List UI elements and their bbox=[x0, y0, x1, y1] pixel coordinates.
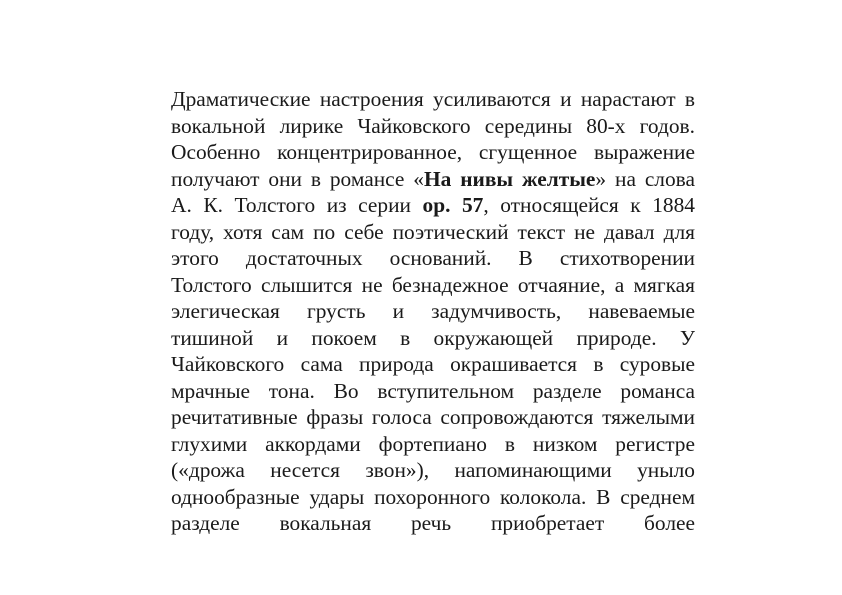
text-line bbox=[171, 166, 695, 193]
text-line: году, хотя сам по себе поэтический текст не давал для bbox=[171, 219, 695, 244]
text-line: элегическая грусть и задумчивость, навеваемые bbox=[171, 299, 695, 323]
text-line bbox=[171, 192, 695, 219]
text-run: А. К. Толстого из серии bbox=[171, 193, 423, 217]
text-line: («дрожа несется звон»), напоминающими уныло bbox=[171, 458, 695, 482]
text-line: Чайковского сама природа окрашивается в суровые bbox=[171, 352, 695, 376]
text-line: мрачные тона. Во вступительном разделе романса bbox=[171, 378, 695, 403]
opus-number: op. 57 bbox=[422, 193, 484, 217]
text-run: , относящейся к 1884 bbox=[483, 193, 695, 217]
text-run: получают они в романсе « bbox=[171, 166, 424, 191]
text-line: Особенно концентрированное, сгущенное выражение bbox=[171, 140, 695, 164]
text-line: этого достаточных оснований. В стихотворении bbox=[171, 246, 695, 270]
romance-title: На нивы желтые bbox=[424, 166, 596, 191]
text-line: глухими аккордами фортепиано в низком регистре bbox=[171, 431, 695, 456]
body-paragraph bbox=[171, 86, 695, 537]
text-run: » на слова bbox=[595, 166, 695, 191]
text-line: речитативные фразы голоса сопровождаются тяжелыми bbox=[171, 405, 695, 429]
text-line: вокальной лирике Чайковского середины 80-х годов. bbox=[171, 113, 695, 138]
text-line: разделе вокальная речь приобретает более bbox=[171, 511, 695, 535]
text-line: тишиной и покоем в окружающей природе. У bbox=[171, 325, 695, 350]
text-line: Драматические настроения усиливаются и нарастают в bbox=[171, 87, 695, 111]
text-line: однообразные удары похоронного колокола. В среднем bbox=[171, 484, 695, 509]
text-line: Толстого слышится не безнадежное отчаяние, а мягкая bbox=[171, 272, 695, 297]
